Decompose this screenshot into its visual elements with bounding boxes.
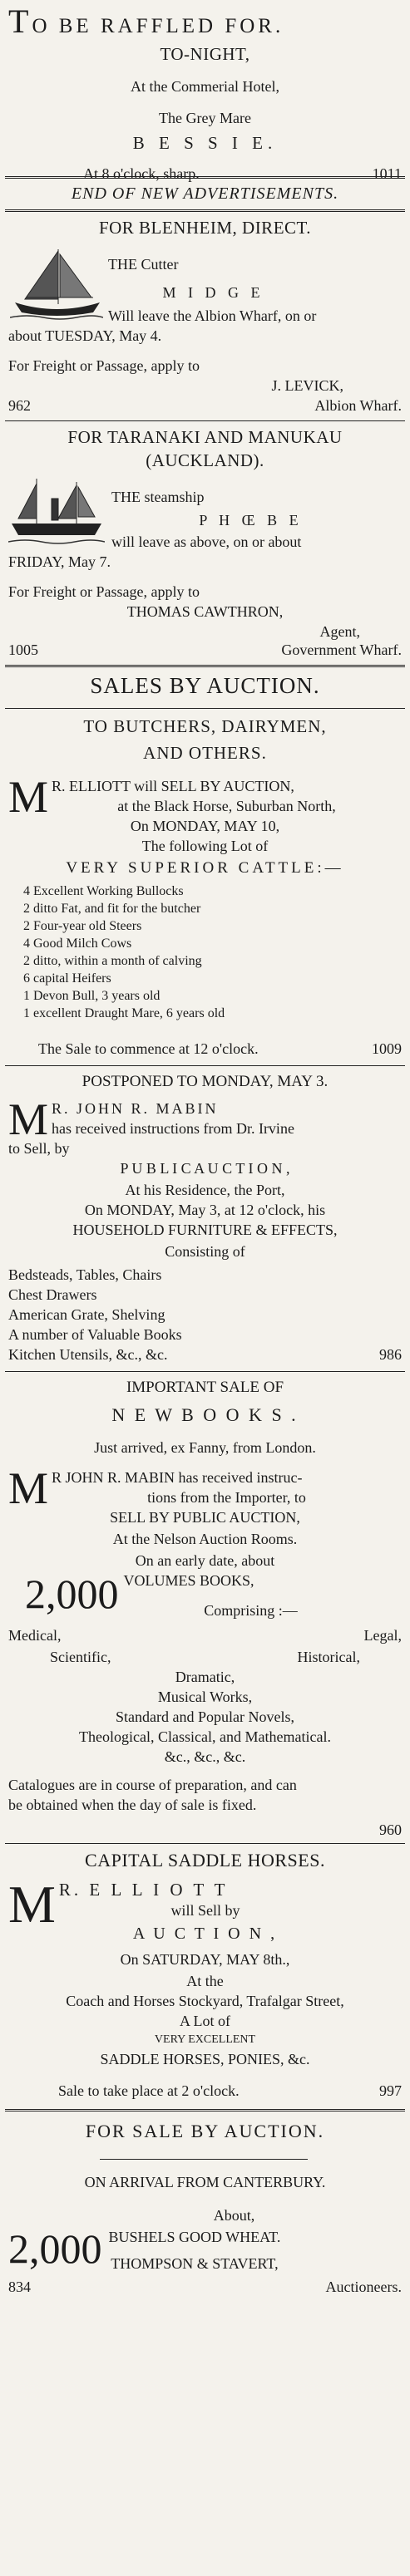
saddle-line7: A Lot of (180, 2013, 230, 2029)
blenheim-vessel: M I D G E (162, 284, 264, 301)
saddle-line6: Coach and Horses Stockyard, Trafalgar Street, (66, 1993, 344, 2009)
butchers-body (0, 772, 410, 856)
dropcap-m: M (8, 772, 49, 822)
divider (5, 2109, 405, 2112)
list-item: 2 Four-year old Steers (23, 919, 142, 933)
blenheim-footer: 962 Albion Wharf. (8, 397, 402, 414)
divider (5, 209, 405, 213)
list-item: 6 capital Heifers (23, 971, 111, 986)
blenheim-line3: Will leave the Albion Wharf, on or (108, 307, 317, 324)
list-item: Chest Drawers (8, 1286, 97, 1303)
butchers-cattle: VERY SUPERIOR CATTLE:— (66, 859, 344, 877)
blenheim-agent: J. LEVICK, (271, 377, 343, 394)
list-item: 4 Excellent Working Bullocks (23, 884, 184, 898)
saddle-line1: R. E L L I O T T (58, 1880, 229, 1900)
saddle-line8: VERY EXCELLENT (154, 2033, 256, 2046)
forsale-wheat: BUSHELS GOOD WHEAT. (108, 2229, 281, 2245)
books-cat3: Dramatic, (175, 1669, 235, 1685)
taranaki-heading-2: (AUCKLAND). (146, 450, 264, 470)
short-divider (100, 2159, 308, 2160)
postponed-line2: has received instructions from Dr. Irvine (52, 1120, 294, 1137)
list-item: 1 Devon Bull, 3 years old (23, 989, 161, 1003)
saddle-heading: CAPITAL SADDLE HORSES. (85, 1850, 325, 1871)
taranaki-line3: will leave as above, on or about (111, 533, 302, 550)
list-item: 2 ditto Fat, and fit for the butcher (23, 902, 201, 916)
butchers-intro2: at the Black Horse, Suburban North, (117, 798, 336, 814)
blenheim-freight: For Freight or Passage, apply to (8, 357, 200, 374)
forsale-count-row (0, 2227, 410, 2274)
postponed-line1: R. JOHN R. MABIN (52, 1100, 219, 1117)
saddle-line5: At the (186, 1973, 224, 1989)
divider (5, 1065, 405, 1066)
taranaki-line1: THE steamship (111, 489, 205, 505)
books-line5: On an early date, about (135, 1552, 275, 1569)
blenheim-line1: THE Cutter (108, 256, 179, 273)
postponed-line6: On MONDAY, May 3, at 12 o'clock, his (84, 1202, 326, 1218)
saddle-auction: A U C T I O N , (132, 1925, 278, 1943)
list-item: A number of Valuable Books (8, 1326, 182, 1343)
books-num: 960 (379, 1821, 402, 1838)
postponed-body (0, 1094, 410, 1144)
books-cat7: &c., &c., &c. (164, 1748, 246, 1765)
divider (5, 176, 405, 179)
taranaki-line4: FRIDAY, May 7. (8, 553, 111, 570)
books-line4: At the Nelson Auction Rooms. (112, 1531, 298, 1547)
raffle-ad (0, 2, 410, 184)
raffle-time-row: At 8 o'clock, sharp. 1011 (83, 165, 402, 182)
books-cat1: Medical, Legal, (8, 1627, 402, 1644)
butchers-heading: TO BUTCHERS, DAIRYMEN, (83, 716, 327, 736)
taranaki-agent: THOMAS CAWTHRON, (126, 603, 284, 620)
dropcap-m: M (8, 1463, 49, 1513)
blenheim-body (0, 254, 410, 302)
saddle-line4: On SATURDAY, MAY 8th., (120, 1951, 290, 1968)
postponed-line7: HOUSEHOLD FURNITURE & EFFECTS, (72, 1222, 338, 1238)
books-catalogue-2: be obtained when the day of sale is fixed. (8, 1797, 257, 1813)
dropcap-m: M (8, 1875, 56, 1934)
forsale-arrival: ON ARRIVAL FROM CANTERBURY. (84, 2174, 326, 2190)
list-item: 4 Good Milch Cows (23, 937, 132, 951)
books-volumes: VOLUMES BOOKS, (123, 1572, 254, 1589)
list-item: American Grate, Shelving (8, 1306, 165, 1323)
raffle-name: B E S S I E. (132, 133, 278, 153)
sales-heading: SALES BY AUCTION. (90, 673, 320, 698)
forsale-count: 2,000 (8, 2225, 102, 2272)
postponed-line8: Consisting of (165, 1243, 245, 1260)
postponed-line5: At his Residence, the Port, (125, 1182, 285, 1198)
butchers-list (0, 882, 410, 1022)
books-line3: SELL BY PUBLIC AUCTION, (110, 1509, 300, 1526)
butchers-intro3: On MONDAY, MAY 10, (130, 818, 280, 834)
books-cat6: Theological, Classical, and Mathematical. (79, 1728, 331, 1745)
books-catalogue-1: Catalogues are in course of preparation, and can (8, 1777, 297, 1793)
butchers-footer: The Sale to commence at 12 o'clock. 1009 (38, 1040, 402, 1057)
saddle-line2: will Sell by (170, 1902, 240, 1919)
divider (5, 665, 405, 668)
books-count: 2,000 (25, 1571, 119, 1617)
forsale-firm: THOMPSON & STAVERT, (111, 2255, 279, 2272)
list-item: 1 excellent Draught Mare, 6 years old (23, 1006, 225, 1020)
dropcap-m: M (8, 1094, 49, 1144)
butchers-intro4: The following Lot of (141, 838, 269, 854)
saddle-footer: Sale to take place at 2 o'clock. 997 (58, 2082, 402, 2099)
taranaki-vessel: P H Œ B E (199, 512, 303, 528)
butchers-heading-2: AND OTHERS. (143, 743, 267, 763)
books-line1: R JOHN R. MABIN has received instruc- (52, 1469, 303, 1486)
books-cat5: Standard and Popular Novels, (116, 1708, 294, 1725)
blenheim-line4: about TUESDAY, May 4. (8, 327, 162, 344)
postponed-line3: to Sell, by (8, 1140, 70, 1157)
divider (5, 708, 405, 709)
divider (5, 1843, 405, 1844)
taranaki-freight: For Freight or Passage, apply to (8, 583, 200, 600)
raffle-location: At the Commerial Hotel, (131, 78, 279, 95)
raffle-tonight: TO-NIGHT, (160, 44, 250, 64)
books-comprising: Comprising :— (204, 1602, 298, 1619)
books-heading: IMPORTANT SALE OF (126, 1379, 284, 1396)
books-heading-2: N E W B O O K S . (111, 1404, 299, 1425)
taranaki-agent-title: Agent, (319, 623, 360, 640)
books-line2: tions from the Importer, to (147, 1489, 306, 1506)
list-item-last: Kitchen Utensils, &c., &c. 986 (8, 1346, 402, 1363)
list-item: 2 ditto, within a month of calving (23, 954, 202, 968)
books-body (0, 1463, 410, 1513)
list-item: Bedsteads, Tables, Chairs (8, 1266, 162, 1283)
postponed-auction: P U B L I C A U C T I O N , (120, 1160, 290, 1177)
postponed-heading: POSTPONED TO MONDAY, MAY 3. (82, 1073, 328, 1090)
raffle-title: TO BE RAFFLED FOR. (8, 2, 284, 40)
postponed-list (0, 1265, 410, 1364)
taranaki-heading: FOR TARANAKI AND MANUKAU (67, 427, 343, 447)
saddle-line9: SADDLE HORSES, PONIES, &c. (100, 2051, 310, 2067)
taranaki-footer: 1005 Government Wharf. (8, 642, 402, 658)
butchers-intro1: R. ELLIOTT will SELL BY AUCTION, (52, 778, 294, 794)
end-notice: END OF NEW ADVERTISEMENTS. (71, 184, 339, 203)
books-arrived: Just arrived, ex Fanny, from London. (94, 1439, 316, 1456)
divider (5, 1371, 405, 1372)
raffle-mare: The Grey Mare (159, 110, 251, 126)
books-cat4: Musical Works, (157, 1689, 253, 1705)
forsale-heading: FOR SALE BY AUCTION. (85, 2121, 325, 2141)
books-cat2: Scientific, Historical, (50, 1649, 360, 1665)
divider (5, 420, 405, 421)
blenheim-heading: FOR BLENHEIM, DIRECT. (98, 218, 312, 238)
forsale-footer: 834 Auctioneers. (8, 2279, 402, 2295)
forsale-about: About, (213, 2207, 255, 2224)
